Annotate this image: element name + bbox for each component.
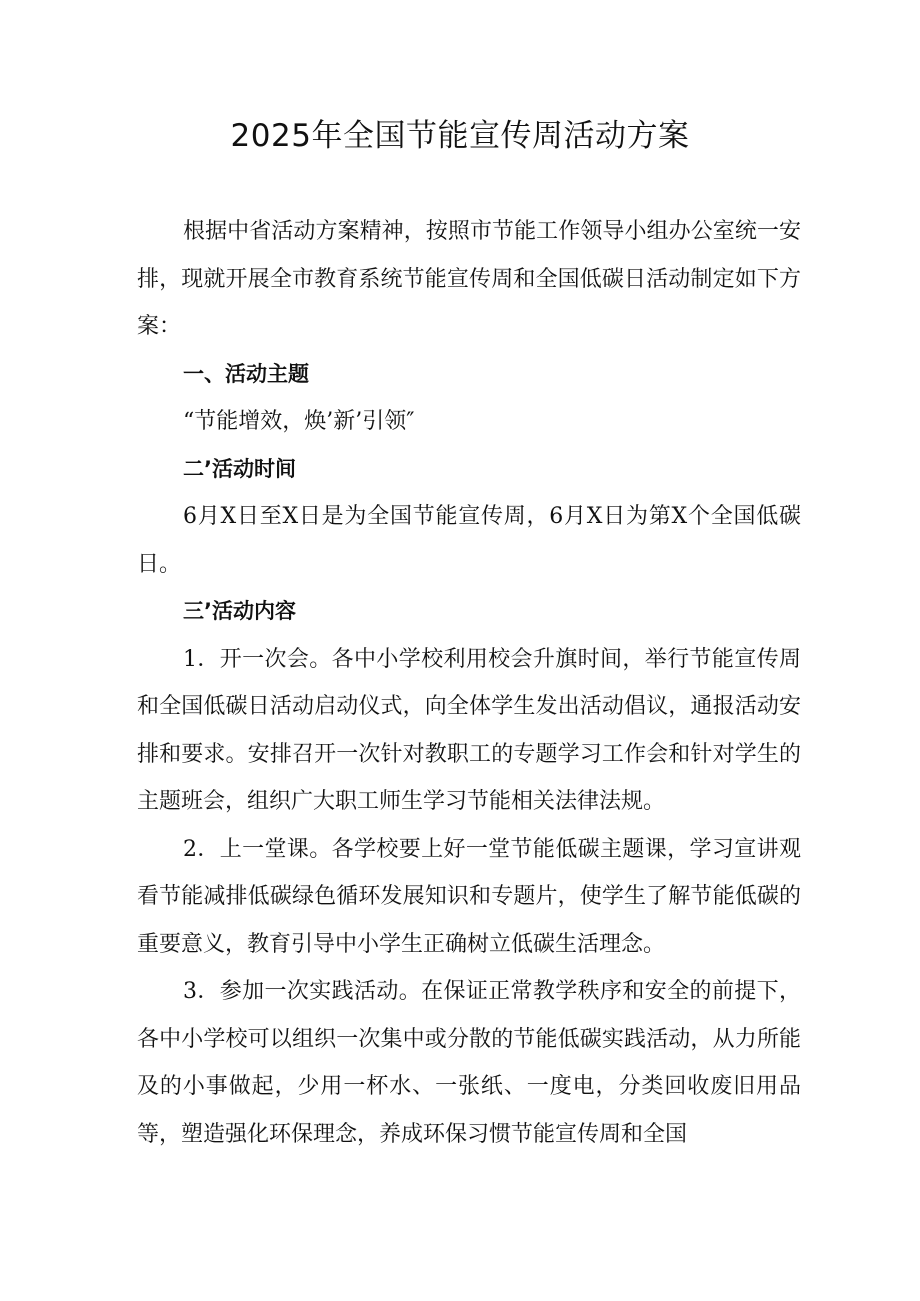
section-heading-theme: 一、活动主题	[183, 361, 309, 386]
section-heading-time: 二’活动时间	[183, 456, 296, 481]
activity-theme-text: “节能增效，焕’新’引领″	[183, 409, 415, 434]
activity-time-paragraph: 6月X日至X日是为全国节能宣传周，6月X日为第X个全国低碳日。	[137, 504, 801, 577]
intro-paragraph: 根据中省活动方案精神，按照市节能工作领导小组办公室统一安排，现就开展全市教育系统节能宣传周和全国低碳日活动制定如下方案：	[137, 219, 801, 339]
content-item-1: 1．开一次会。各中小学校利用校会升旗时间，举行节能宣传周和全国低碳日活动启动仪式，向全体学生发出活动倡议，通报活动安排和要求。安排召开一次针对教职工的专题学习工作会和针对学生的主题班会，组织广大职工师生学习节能相关法律法规。	[137, 646, 801, 814]
document-body	[137, 208, 801, 1158]
content-item-2: 2．上一堂课。各学校要上好一堂节能低碳主题课，学习宣讲观看节能减排低碳绿色循环发展知识和专题片，使学生了解节能低碳的重要意义，教育引导中小学生正确树立低碳生活理念。	[137, 836, 801, 957]
content-item-3: 3．参加一次实践活动。在保证正常教学秩序和安全的前提下，各中小学校可以组织一次集中或分散的节能低碳实践活动，从力所能及的小事做起，少用一杯水、一张纸、一度电，分类回收废旧用品等，塑造强化环保理念，养成环保习惯节能宣传周和全国	[137, 979, 801, 1147]
section-heading-content: 三’活动内容	[183, 599, 296, 623]
document-title: 2025年全国节能宣传周活动方案	[230, 118, 690, 154]
